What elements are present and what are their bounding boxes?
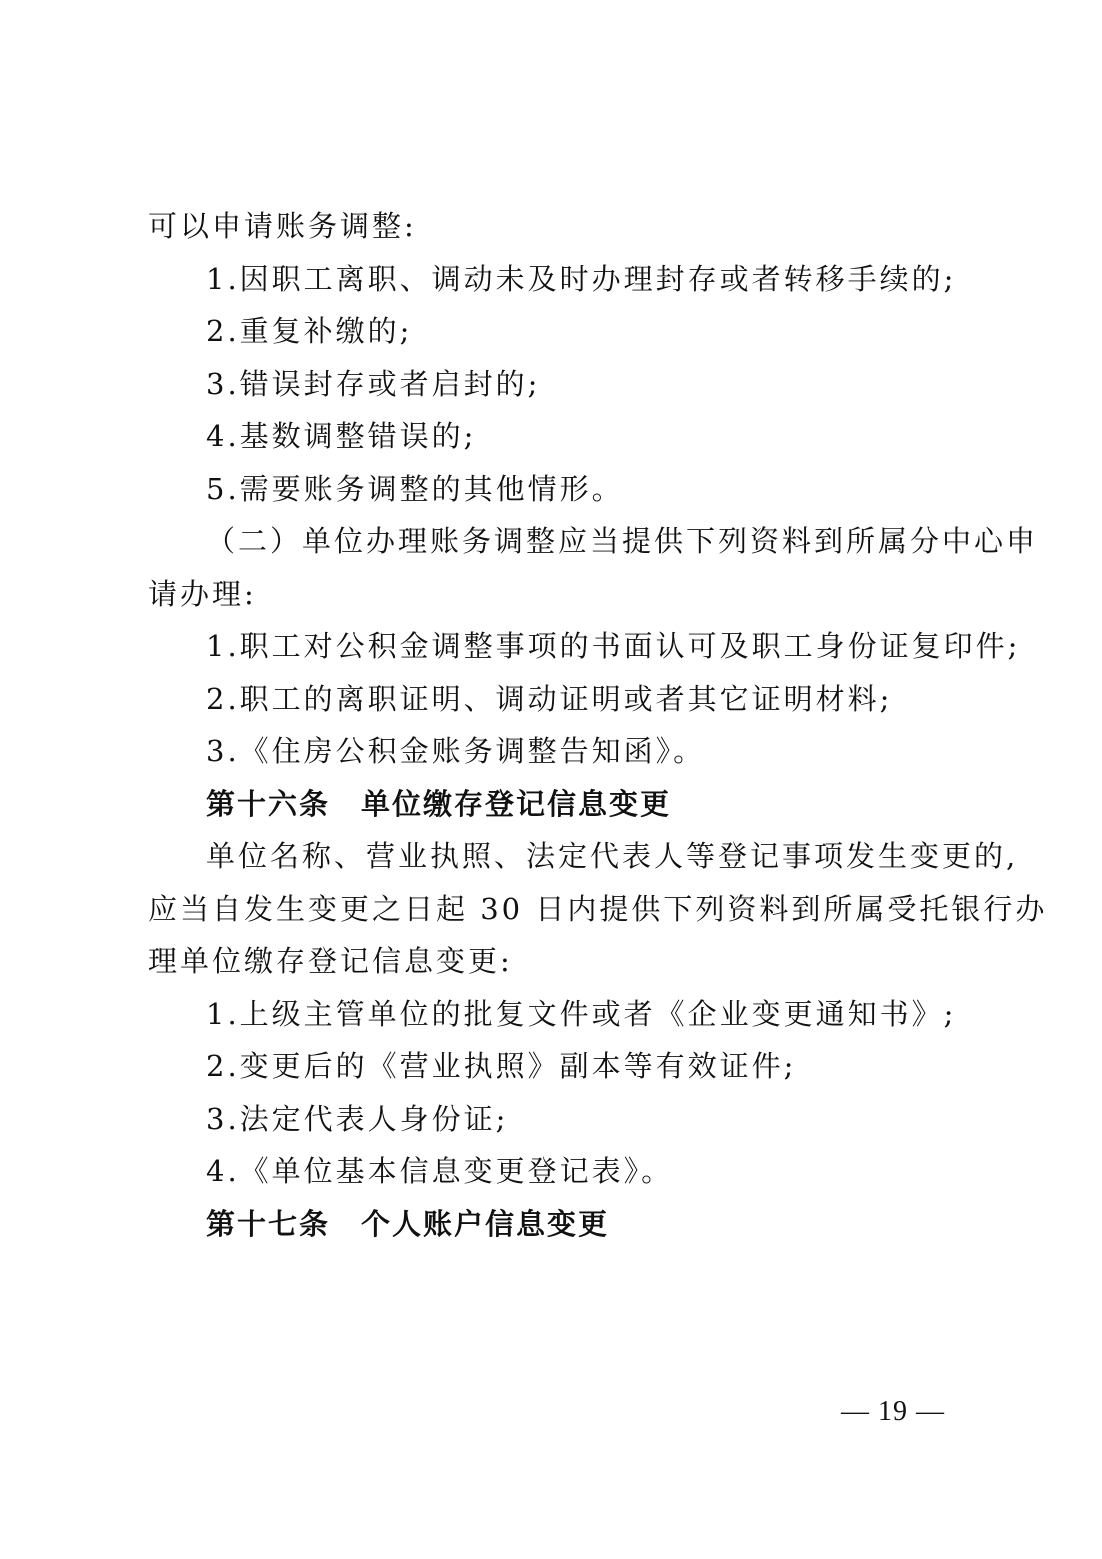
list-item: 3.错误封存或者启封的; <box>206 366 541 401</box>
paragraph-continuation: 应当自发生变更之日起 30 日内提供下列资料到所属受托银行办 <box>148 891 1048 926</box>
list-item: 1.职工对公积金调整事项的书面认可及职工身份证复印件; <box>206 629 1021 663</box>
list-item: 4.《单位基本信息变更登记表》。 <box>206 1154 674 1188</box>
list-item: 1.因职工离职、调动未及时办理封存或者转移手续的; <box>206 261 957 296</box>
list-item: 3.法定代表人身份证; <box>206 1101 509 1136</box>
paragraph-continuation: 请办理: <box>148 576 257 611</box>
paragraph: 单位名称、营业执照、法定代表人等登记事项发生变更的, <box>206 839 1019 873</box>
list-item: 2.变更后的《营业执照》副本等有效证件; <box>206 1049 797 1083</box>
article-heading: 第十七条 个人账户信息变更 <box>206 1206 610 1241</box>
list-item: 3.《住房公积金账务调整告知函》。 <box>206 734 706 768</box>
paragraph-continuation: 理单位缴存登记信息变更: <box>148 944 513 978</box>
list-item: 4.基数调整错误的; <box>206 419 477 453</box>
list-item: 2.重复补缴的; <box>206 314 413 348</box>
page-number: — 19 — <box>841 1396 945 1427</box>
list-item: 5.需要账务调整的其他情形。 <box>206 471 624 506</box>
article-heading: 第十六条 单位缴存登记信息变更 <box>206 786 672 821</box>
list-item: 1.上级主管单位的批复文件或者《企业变更通知书》; <box>206 996 957 1031</box>
paragraph: （二）单位办理账务调整应当提供下列资料到所属分中心申 <box>206 524 1039 558</box>
list-item: 2.职工的离职证明、调动证明或者其它证明材料; <box>206 681 893 716</box>
paragraph-continuation: 可以申请账务调整: <box>148 209 417 243</box>
document-body <box>148 200 1048 1250</box>
